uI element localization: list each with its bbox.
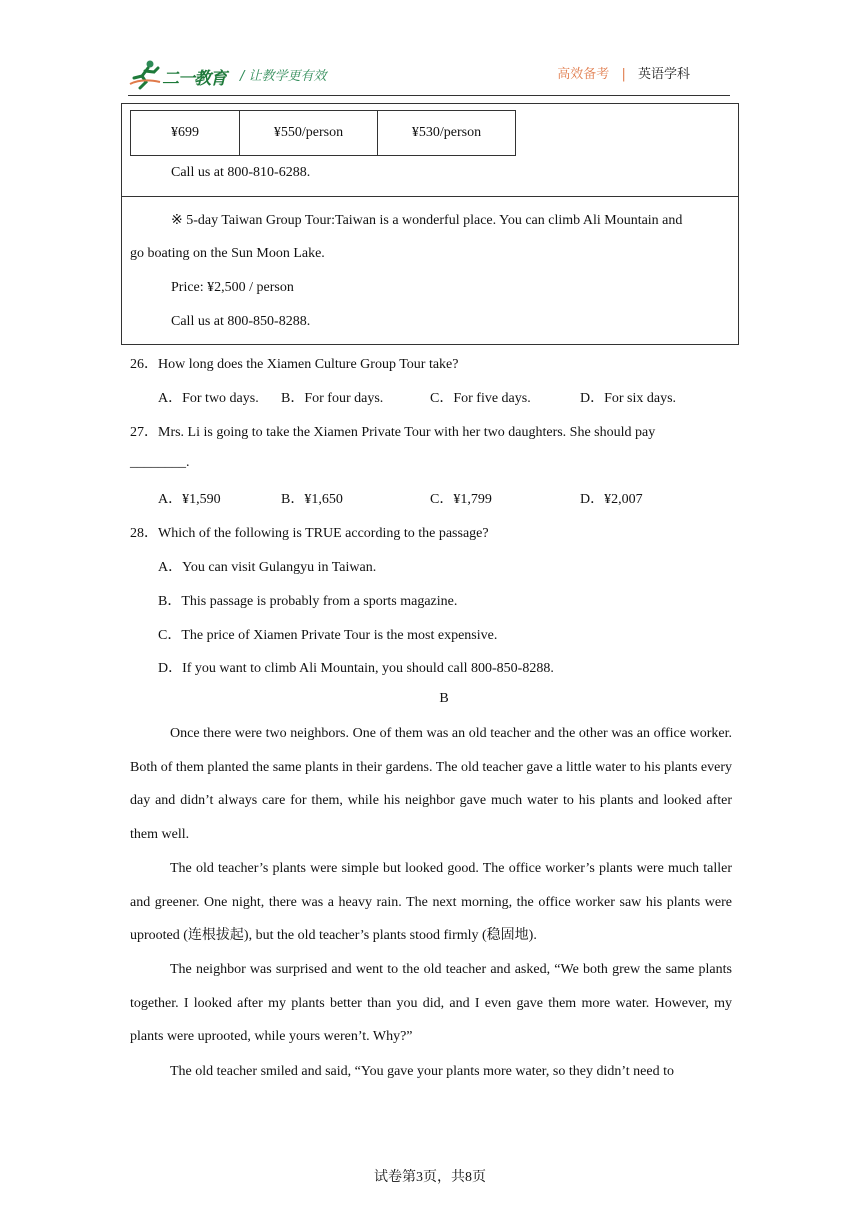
header-tags bbox=[557, 63, 690, 82]
option-c: C．The price of Xiamen Private Tour is the most expensive. bbox=[158, 628, 498, 643]
passage-paragraph bbox=[130, 852, 732, 953]
taiwan-price: Price: ¥2,500 / person bbox=[171, 280, 294, 295]
question-28: 28．Which of the following is TRUE according to the passage? bbox=[130, 526, 489, 541]
option-c: C．¥1,799 bbox=[430, 492, 492, 507]
tag-efficient-prep: 高效备考 bbox=[557, 67, 610, 82]
question-26: 26．How long does the Xiamen Culture Group Tour take? bbox=[130, 357, 459, 372]
taiwan-description: ※ 5-day Taiwan Group Tour:Taiwan is a wonderful place. You can climb Ali Mountain and bbox=[171, 213, 683, 228]
tag-english-subject: 英语学科 bbox=[637, 67, 690, 82]
private-tour-section bbox=[122, 104, 738, 197]
paragraph-text: The old teacher’s plants were simple but looked good. The office worker’s plants were much taller and greener. One night, there was a heavy rain. The next morning, the office worker saw his plants were uprooted (连根拔起), but the old teacher’s plants stood firmly (稳固地). bbox=[130, 861, 732, 944]
price-cell: ¥550/person bbox=[240, 111, 378, 156]
question-27: 27．Mrs. Li is going to take the Xiamen Private Tour with her two daughters. She should pay bbox=[130, 425, 656, 440]
table-row bbox=[131, 111, 516, 156]
option-b: B．For four days. bbox=[281, 391, 384, 406]
price-cell: ¥699 bbox=[131, 111, 240, 156]
tag-separator: | bbox=[621, 67, 626, 82]
call-number-2: Call us at 800-850-8288. bbox=[171, 314, 311, 329]
answer-blank: ________. bbox=[130, 455, 190, 470]
paragraph-text: Once there were two neighbors. One of them was an old teacher and the other was an office worker. Both of them planted the same plants in their gardens. The old teacher gave a little water to his plants every day and didn’t always care for them, while his neighbor gave much water to his plants and looked after them well. bbox=[130, 726, 732, 842]
price-cell: ¥530/person bbox=[378, 111, 516, 156]
option-d: D．If you want to climb Ali Mountain, you should call 800-850-8288. bbox=[158, 661, 554, 676]
option-a: A．You can visit Gulangyu in Taiwan. bbox=[158, 560, 377, 575]
option-c: C．For five days. bbox=[430, 391, 531, 406]
price-table bbox=[130, 110, 516, 156]
passage-paragraph bbox=[130, 717, 732, 851]
tour-info-box bbox=[121, 103, 739, 345]
slogan: / 让教学更有效 bbox=[240, 69, 327, 84]
passage-paragraph bbox=[130, 953, 732, 1054]
option-b: B．This passage is probably from a sports magazine. bbox=[158, 594, 458, 609]
option-b: B．¥1,650 bbox=[281, 492, 343, 507]
slogan-text: 让教学更有效 bbox=[248, 69, 327, 84]
page-header bbox=[128, 56, 730, 96]
paragraph-text: The old teacher smiled and said, “You gave your plants more water, so they didn’t need to bbox=[170, 1064, 674, 1079]
section-heading: B bbox=[439, 691, 449, 706]
option-d: D．¥2,007 bbox=[580, 492, 643, 507]
option-d: D．For six days. bbox=[580, 391, 677, 406]
paragraph-text: The neighbor was surprised and went to the old teacher and asked, “We both grew the same plants together. I looked after my plants better than you did, and I even gave them more water. However, my plants were uprooted, while yours weren’t. Why?” bbox=[130, 962, 732, 1045]
taiwan-tour-section bbox=[122, 197, 738, 344]
call-number-1: Call us at 800-810-6288. bbox=[171, 165, 311, 180]
taiwan-description-cont: go boating on the Sun Moon Lake. bbox=[130, 246, 325, 261]
option-a: A．¥1,590 bbox=[158, 492, 221, 507]
option-a: A．For two days. bbox=[158, 391, 259, 406]
header-divider bbox=[128, 95, 730, 96]
page-footer: 试卷第3页，共8页 bbox=[374, 1170, 486, 1185]
logo bbox=[128, 58, 368, 90]
passage-paragraph bbox=[130, 1055, 732, 1089]
logo-text: 二一教育 bbox=[162, 69, 226, 89]
running-figure-icon bbox=[128, 58, 162, 90]
